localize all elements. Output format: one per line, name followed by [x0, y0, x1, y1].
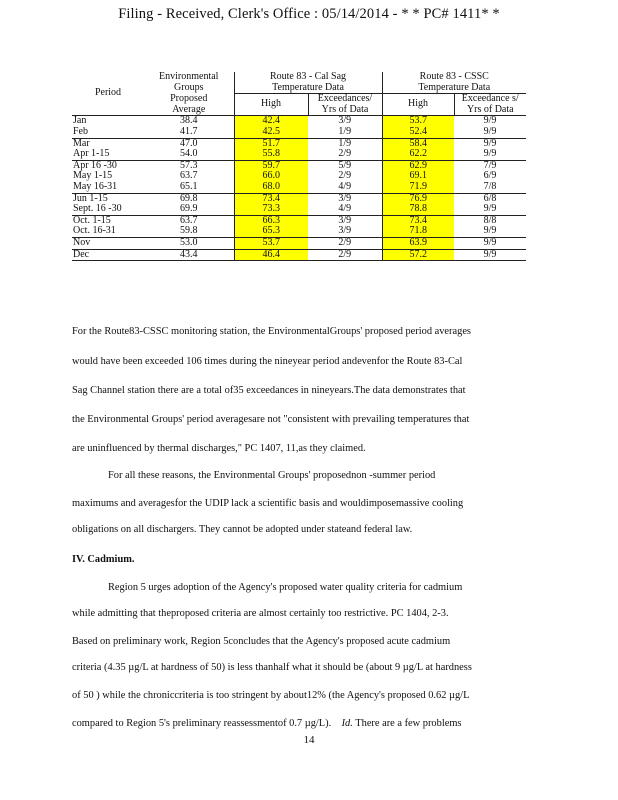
table-row: [72, 182, 526, 193]
cell-period: Jan: [73, 115, 87, 127]
paragraph-line: Region 5 urges adoption of the Agency's proposed water quality criteria for cadmium: [108, 582, 463, 593]
cell-calsag-exc: 4/9: [338, 180, 352, 192]
cell-calsag-high: 73.4: [234, 193, 308, 204]
cell-period: Dec: [72, 249, 144, 261]
cell-cssc-high: 71.9: [382, 182, 454, 193]
cell-avg: 47.0: [144, 138, 234, 149]
cell-period: Mar: [72, 138, 144, 149]
paragraph-line: Based on preliminary work, Region 5concludes that the Agency's proposed acute cadmium: [72, 636, 451, 647]
cell-avg: 65.1: [180, 180, 198, 192]
cell-cssc-exc: 7/8: [483, 180, 497, 192]
cell-cssc-high: 62.2: [382, 149, 454, 160]
paragraph-line: would have been exceeded 106 times during the nineyear period andevenfor the Route 83-Cal: [72, 356, 463, 367]
cell-period: Jun 1-15: [72, 193, 144, 204]
paragraph-line: of 50 ) while the chroniccriteria is too stringent by about12% (the Agency's proposed 0.62 µg/L: [72, 690, 470, 701]
cell-avg: 54.0: [180, 148, 198, 160]
header-cssc-exc-line2: Yrs of Data: [454, 105, 526, 116]
cell-period: May 1-15: [73, 170, 113, 182]
table-row: [72, 138, 526, 149]
header-calsag-line1: Route 83 - Cal Sag: [234, 72, 382, 83]
table-row: [72, 237, 526, 249]
cell-calsag-high: 65.3: [234, 226, 308, 237]
table-row: [72, 193, 526, 204]
paragraph-line: criteria (4.35 µg/L at hardness of 50) is less thanhalf what it should be (about 9 µg/L at hardness: [72, 662, 472, 673]
cell-calsag-exc: 1/9: [338, 125, 352, 137]
cell-calsag-exc: 4/9: [338, 203, 352, 215]
cell-cssc-high: 62.9: [382, 160, 454, 171]
cell-cssc-high: 76.9: [382, 193, 454, 204]
cell-period: Feb: [73, 125, 88, 137]
cell-calsag-exc: 1/9: [308, 138, 382, 149]
cell-avg: 43.4: [144, 249, 234, 261]
cell-cssc-high: 71.8: [382, 226, 454, 237]
cell-cssc-high: 78.8: [382, 204, 454, 215]
cell-avg: 38.4: [180, 115, 198, 127]
cell-calsag-high: 66.3: [234, 215, 308, 226]
cell-calsag-exc: 3/9: [308, 193, 382, 204]
cell-calsag-exc: 2/9: [308, 237, 382, 249]
cell-period: Apr 1-15: [73, 148, 110, 160]
table-row: [72, 160, 526, 171]
cell-calsag-exc: 3/9: [338, 115, 352, 127]
cell-cssc-exc: 9/9: [483, 115, 497, 127]
table-row: [72, 149, 526, 160]
header-period: Period: [72, 72, 144, 116]
section-heading: [72, 554, 542, 565]
table-row: [72, 226, 526, 237]
cell-avg: 69.9: [180, 203, 198, 215]
cell-calsag-exc: 5/9: [308, 160, 382, 171]
cell-cssc-exc: 9/9: [454, 249, 526, 261]
cell-calsag-exc: 2/9: [338, 148, 352, 160]
cell-cssc-high: 69.1: [382, 171, 454, 182]
header-calsag-exc-line1: Exceedances/: [308, 94, 382, 105]
table-row: [72, 215, 526, 226]
header-calsag-high: High: [234, 94, 308, 116]
cell-calsag-high: 53.7: [234, 237, 308, 249]
cell-cssc-exc: 6/9: [483, 170, 497, 182]
paragraph-text: There are a few problems: [355, 718, 462, 729]
cell-cssc-high: 57.2: [382, 249, 454, 261]
cell-calsag-exc: 2/9: [338, 170, 352, 182]
cell-period: May 16-31: [73, 180, 118, 192]
paragraph-line: For the Route83-CSSC monitoring station, the EnvironmentalGroups' proposed period averages: [72, 326, 471, 337]
cell-avg: 53.0: [144, 237, 234, 249]
cell-cssc-high: 73.4: [382, 215, 454, 226]
header-calsag-line2: Temperature Data: [234, 83, 382, 94]
paragraph-line: the Environmental Groups' period averagesare not "consistent with prevailing temperatures that: [72, 414, 470, 425]
cell-calsag-high: 66.0: [234, 171, 308, 182]
cell-cssc-exc: 9/9: [454, 138, 526, 149]
cell-calsag-high: 46.4: [234, 249, 308, 261]
cell-calsag-exc: 3/9: [338, 225, 352, 237]
citation-id: Id.: [341, 718, 353, 729]
cell-cssc-exc: 6/8: [454, 193, 526, 204]
cell-cssc-high: 52.4: [382, 127, 454, 138]
header-calsag-exc-line2: Yrs of Data: [308, 105, 382, 116]
header-env-line4: Average: [144, 105, 234, 116]
cell-avg: 59.8: [180, 225, 198, 237]
cell-cssc-exc: 7/9: [454, 160, 526, 171]
header-env-line2: Groups: [174, 81, 204, 93]
cell-avg: 63.7: [180, 170, 198, 182]
header-cssc-high: High: [382, 94, 454, 116]
table-header-row-1: [72, 72, 526, 83]
header-cssc-line1: Route 83 - CSSC: [382, 72, 526, 83]
temperature-data-table: [72, 72, 526, 261]
page-number: 14: [303, 734, 315, 746]
table-row: [72, 171, 526, 182]
cell-cssc-exc: 9/9: [483, 203, 497, 215]
header-cssc-exc-line1: Exceedance s/: [454, 94, 526, 105]
cell-calsag-high: 51.7: [234, 138, 308, 149]
cell-cssc-high: 58.4: [382, 138, 454, 149]
cell-avg: 69.8: [144, 193, 234, 204]
cell-calsag-high: 59.7: [234, 160, 308, 171]
table-row: [72, 249, 526, 261]
paragraph-line: are uninfluenced by thermal discharges," PC 1407, 11,as they claimed.: [72, 443, 366, 454]
section-number: IV.: [72, 554, 85, 565]
header-cssc-line2: Temperature Data: [382, 83, 526, 94]
paragraph-text: compared to Region 5's preliminary reassessmentof 0.7 µg/L).: [72, 718, 332, 729]
cell-cssc-high: 53.7: [382, 116, 454, 127]
header-env-line3: Proposed: [170, 92, 208, 104]
cell-avg: 63.7: [144, 215, 234, 226]
filing-header: Filing - Received, Clerk's Office : 05/14/2014 - * * PC# 1411* *: [118, 6, 500, 22]
cell-cssc-exc: 9/9: [483, 148, 497, 160]
cell-period: Oct. 16-31: [73, 225, 116, 237]
cell-avg: 57.3: [144, 160, 234, 171]
section-title: Cadmium.: [87, 554, 135, 565]
cell-period: Apr 16 -30: [72, 160, 144, 171]
paragraph-line: maximums and averagesfor the UDIP lack a scientific basis and wouldimposemassive cooling: [72, 498, 464, 509]
table-row: [72, 116, 526, 127]
cell-period: Sept. 16 -30: [73, 203, 122, 215]
cell-calsag-high: 42.4: [234, 116, 308, 127]
paragraph-line: Sag Channel station there are a total of35 exceedances in nineyears.The data demonstrates that: [72, 385, 466, 396]
cell-calsag-high: 73.3: [234, 204, 308, 215]
cell-calsag-high: 68.0: [234, 182, 308, 193]
cell-cssc-exc: 8/8: [454, 215, 526, 226]
cell-calsag-high: 42.5: [234, 127, 308, 138]
cell-cssc-high: 63.9: [382, 237, 454, 249]
cell-period: Oct. 1-15: [72, 215, 144, 226]
cell-calsag-exc: 3/9: [308, 215, 382, 226]
paragraph-line: while admitting that theproposed criteria are almost certainly too restrictive. PC 1404, 2-3.: [72, 608, 449, 619]
cell-avg: 41.7: [180, 125, 198, 137]
cell-period: Nov: [72, 237, 144, 249]
cell-cssc-exc: 9/9: [483, 225, 497, 237]
table-row: [72, 204, 526, 215]
cell-calsag-high: 55.8: [234, 149, 308, 160]
cell-calsag-exc: 2/9: [308, 249, 382, 261]
header-env-line1: Environmental: [159, 71, 219, 82]
table-row: [72, 127, 526, 138]
cell-cssc-exc: 9/9: [454, 237, 526, 249]
paragraph-line: For all these reasons, the Environmental Groups' proposednon -summer period: [108, 470, 436, 481]
paragraph-line: obligations on all dischargers. They cannot be adopted under stateand federal law.: [72, 524, 413, 535]
cell-cssc-exc: 9/9: [483, 125, 497, 137]
paragraph-line: [72, 718, 542, 729]
